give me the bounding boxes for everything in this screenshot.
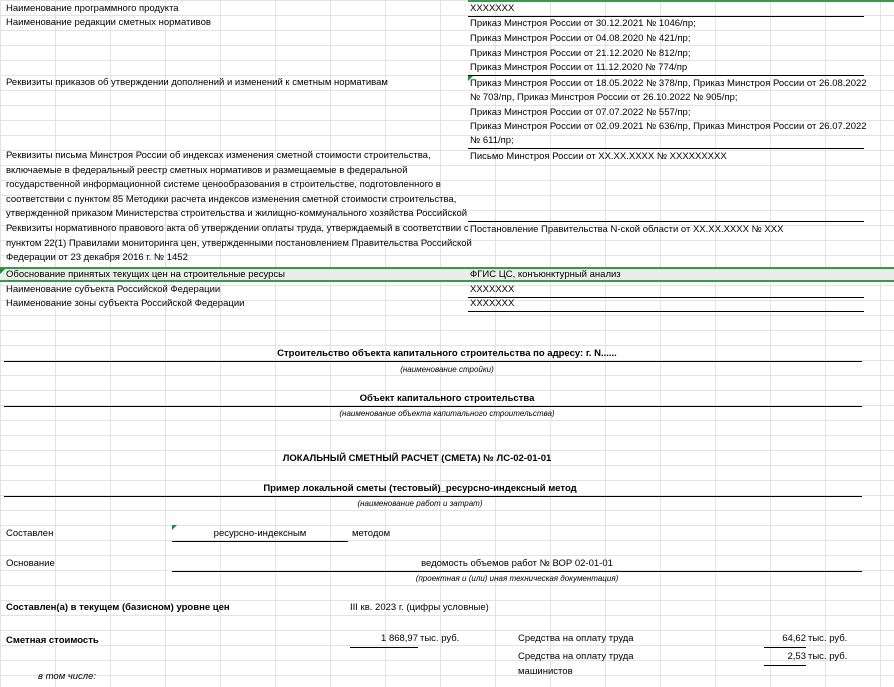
value-orders-5[interactable]: № 611/пр; [470,135,514,146]
selection-border-top [468,0,894,2]
labor-label: Средства на оплату труда [518,633,634,644]
label-zone: Наименование зоны субъекта Российской Федерации [6,298,245,309]
label-wage-3: Федерации от 23 декабря 2016 г. № 1452 [6,252,188,263]
compiled-label: Составлен [6,528,54,539]
labor-value[interactable]: 64,62 [782,633,806,644]
underline [172,541,348,542]
value-orders-4[interactable]: Приказ Минстроя России от 02.09.2021 № 636/пр, Приказ Минстроя России от 26.07.2022 [470,121,867,132]
compiled-suffix: методом [352,528,391,539]
construction-caption: (наименование стройки) [400,365,494,374]
underline [350,647,418,648]
value-subject[interactable]: XXXXXXX [470,284,515,295]
compiled-method[interactable]: ресурсно-индексным [213,528,307,539]
work-caption: (наименование работ и затрат) [357,499,483,508]
price-level-value[interactable]: III кв. 2023 г. (цифры условные) [350,602,489,613]
label-norm-edition: Наименование редакции сметных нормативов [6,17,211,28]
underline [468,75,864,76]
label-letter-2: включаемые в федеральный реестр сметных нормативов и размещаемые в федеральной [6,165,408,176]
labor-unit: тыс. руб. [808,633,848,644]
label-subject: Наименование субъекта Российской Федерации [6,284,221,295]
label-letter-3: государственной информационной системе ценообразования в строительстве, подготовленного в [6,179,441,190]
value-wage-act[interactable]: Постановление Правительства N-ской области от XX.XX.XXXX № XXX [470,224,784,235]
value-norm-edition-2[interactable]: Приказ Минстроя России от 04.08.2020 № 421/пр; [470,33,691,44]
machinist-label-2: машинистов [518,666,573,677]
value-orders-3[interactable]: Приказ Минстроя России от 07.07.2022 № 557/пр; [470,107,691,118]
work-name[interactable]: Пример локальной сметы (тестовый)_ресурсно-индексный метод [263,483,577,494]
machinist-label-1: Средства на оплату труда [518,651,634,662]
basis-label: Основание [6,558,55,569]
underline [764,647,806,648]
underline [468,221,864,222]
machinist-unit: тыс. руб. [808,651,848,662]
label-letter-1: Реквизиты письма Минстроя России об индексах изменения сметной стоимости строительства, [6,150,431,161]
underline [468,148,864,149]
construction-name[interactable]: Строительство объекта капитального строительства по адресу: г. N...... [277,348,617,359]
cost-value[interactable]: 1 868,97 [381,633,418,644]
cost-unit: тыс. руб. [420,633,460,644]
price-level-label: Составлен(а) в текущем (базисном) уровне цен [6,602,230,613]
label-orders: Реквизиты приказов об утверждении дополнений и изменений к сметным нормативам [6,77,388,88]
label-prices-basis: Обоснование принятых текущих цен на строительные ресурсы [6,269,286,280]
including-label: в том числе: [38,671,97,682]
value-zone[interactable]: XXXXXXX [470,298,515,309]
object-name[interactable]: Объект капитального строительства [359,393,535,404]
value-prices-basis[interactable]: ФГИС ЦС, конъюнктурный анализ [470,269,621,280]
object-caption: (наименование объекта капитального строительства) [339,409,555,418]
basis-value[interactable]: ведомость объемов работ № ВОР 02-01-01 [421,558,613,569]
value-orders-1[interactable]: Приказ Минстроя России от 18.05.2022 № 378/пр, Приказ Минстроя России от 26.08.2022 [470,78,867,89]
comment-marker [0,269,5,274]
label-letter-4: соответствии с пунктом 85 Методики расчета индексов изменения сметной стоимости строительства, [6,194,457,205]
label-program-product: Наименование программного продукта [6,3,179,14]
estimate-title: ЛОКАЛЬНЫЙ СМЕТНЫЙ РАСЧЕТ (СМЕТА) № ЛС-02-01-01 [282,453,552,464]
value-norm-edition-3[interactable]: Приказ Минстроя России от 21.12.2020 № 812/пр; [470,48,691,59]
value-orders-2[interactable]: № 703/пр, Приказ Минстроя России от 26.10.2022 № 905/пр; [470,92,738,103]
underline [468,297,864,298]
value-letter[interactable]: Письмо Минстроя России от XX.XX.XXXX № XXXXXXXXX [470,151,727,162]
machinist-value[interactable]: 2,53 [787,651,806,662]
label-wage-2: пунктом 22(1) Правилами мониторинга цен, утвержденными постановлением Правительства Российской [6,238,472,249]
underline [468,311,864,312]
cost-label: Сметная стоимость [6,635,99,646]
value-program-product[interactable]: XXXXXXX [470,3,515,14]
value-norm-edition-4[interactable]: Приказ Минстроя России от 11.12.2020 № 774/пр [470,62,688,73]
basis-caption: (проектная и (или) иная техническая документация) [415,574,619,583]
value-norm-edition-1[interactable]: Приказ Минстроя России от 30.12.2021 № 1046/пр; [470,18,696,29]
underline [764,665,806,666]
label-letter-5: утвержденной приказом Министерства строительства и жилищно-коммунального хозяйства Российской [6,208,468,219]
label-wage-1: Реквизиты нормативного правового акта об утверждении оплаты труда, утверждаемый в соответствии с [6,223,469,234]
underline [4,361,862,362]
